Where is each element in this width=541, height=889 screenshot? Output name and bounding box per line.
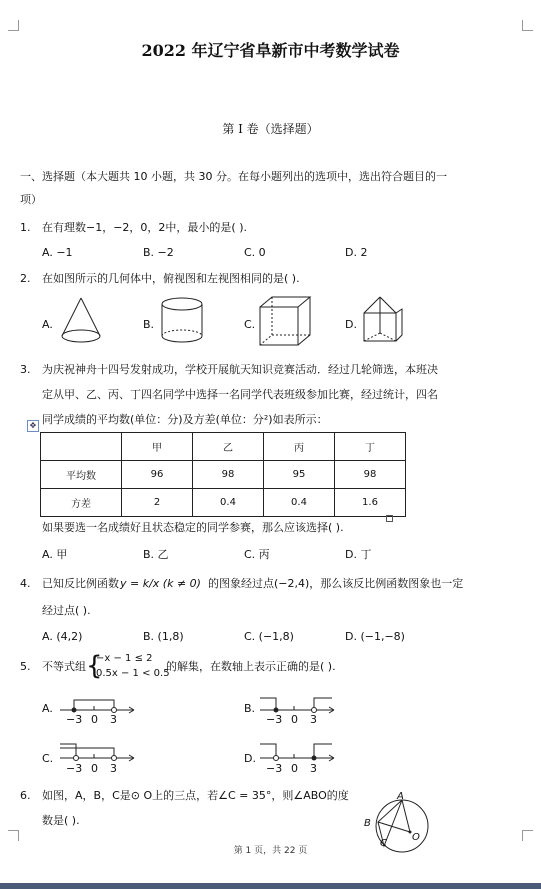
table-cell: 0.4 [264,489,335,517]
q2-text: 在如图所示的几何体中，俯视图和左视图相同的是( ). [42,272,300,285]
q4-line2: 经过点( ). [42,604,91,617]
q3-line2: 定从甲、乙、丙、丁四名同学中选择一名同学代表班级参加比赛，经过统计，四名 [42,388,438,401]
q2-option-d: D. [345,318,357,331]
table-cell: 平均数 [41,461,122,489]
table-header-cell: 乙 [193,433,264,461]
table-row [41,489,406,517]
q3-option-b: B. 乙 [143,548,169,561]
q5-pre: 不等式组 [42,660,86,673]
part-subtitle: 第 I 卷（选择题） [222,122,319,136]
q3-line1: 为庆祝神舟十四号发射成功，学校开展航天知识竞赛活动．经过几轮筛选，本班决 [42,363,438,376]
q1-option-d: D. 2 [345,246,368,259]
table-cell: 95 [264,461,335,489]
q6-number: 6. [20,789,31,802]
q4-option-a: A. (4,2) [42,630,83,643]
q5-number: 5. [20,660,31,673]
q5-option-d: D. [244,752,256,765]
corner-mark-top-left [8,20,19,31]
tick-label: 3 [110,713,117,726]
table-cell: 1.6 [335,489,406,517]
table-cell: 方差 [41,489,122,517]
q2-option-a: A. [42,318,53,331]
q6-line2: 数是( ). [42,814,80,827]
table-resize-handle[interactable] [386,515,393,522]
table-header-cell [41,433,122,461]
section-heading-line1: 一、选择题（本大题共 10 小题，共 30 分。在每小题列出的选项中，选出符合题目的一 [20,170,447,183]
page-footer: 第 1 页，共 22 页 [233,846,308,856]
table-cell: 2 [122,489,193,517]
q1-number: 1. [20,221,31,234]
score-table [40,432,406,517]
q5-ineq1: −x − 1 ≤ 2 [96,653,153,664]
q2-option-b: B. [143,318,155,331]
q4-option-d: D. (−1,−8) [345,630,405,643]
tick-label: −3 [266,713,283,726]
table-header-row [41,433,406,461]
q5-post: 的解集，在数轴上表示正确的是( ). [166,660,336,673]
corner-mark-bottom-left [8,830,19,841]
triangular-prism-figure [360,295,406,347]
table-header-cell: 甲 [122,433,193,461]
q4-line1-post: 的图象经过点(−2,4)，那么该反比例函数图象也一定 [208,577,464,590]
q4-formula: y = k/x (k ≠ 0) [120,577,201,590]
q4-number: 4. [20,577,31,590]
q3-line3: 同学成绩的平均数(单位：分)及方差(单位：分²)如表所示： [42,413,328,426]
q5-brace: { [86,651,103,681]
q3-number: 3. [20,363,31,376]
tick-label: 3 [310,713,317,726]
section-heading-line2: 项） [20,193,42,206]
q2-number: 2. [20,272,31,285]
q1-text: 在有理数−1，−2，0，2中，最小的是( ). [42,221,248,234]
tick-label: 3 [110,762,117,775]
tick-label: 0 [291,762,298,775]
q5-ineq2: 0.5x − 1 < 0.5 [96,668,170,679]
tick-label: 3 [310,762,317,775]
tick-label: −3 [266,762,283,775]
q2-option-c: C. [244,318,256,331]
tick-label: 0 [91,762,98,775]
table-cell: 0.4 [193,489,264,517]
table-cell: 98 [335,461,406,489]
q5-option-c: C. [42,752,54,765]
q3-option-a: A. 甲 [42,548,68,561]
point-label-c: C [380,838,387,849]
exam-title: 2022 年辽宁省阜新市中考数学试卷 [141,41,400,60]
q1-option-c: C. 0 [244,246,266,259]
tick-label: 0 [91,713,98,726]
tick-label: −3 [66,713,83,726]
q3-option-d: D. 丁 [345,548,372,561]
q1-option-a: A. −1 [42,246,73,259]
corner-mark-bottom-right [522,830,533,841]
table-header-cell: 丁 [335,433,406,461]
cube-figure [258,295,312,347]
q3-question: 如果要选一名成绩好且状态稳定的同学参赛，那么应该选择( ). [42,521,344,534]
table-move-handle-icon[interactable]: ✥ [27,420,39,432]
point-label-b: B [364,818,371,829]
table-cell: 98 [193,461,264,489]
q5-option-a: A. [42,702,53,715]
tick-label: 0 [291,713,298,726]
tick-label: −3 [66,762,83,775]
cone-figure [58,296,104,346]
q6-line1: 如图，A，B，C是⊙ O上的三点，若∠C = 35°，则∠ABO的度 [42,789,349,802]
q4-option-b: B. (1,8) [143,630,184,643]
point-label-o: O [412,832,420,843]
table-header-cell: 丙 [264,433,335,461]
table-cell: 96 [122,461,193,489]
q4-line1-pre: 已知反比例函数 [42,577,119,590]
q1-option-b: B. −2 [143,246,174,259]
q3-option-c: C. 丙 [244,548,270,561]
q5-option-b: B. [244,702,256,715]
cylinder-figure [158,296,206,346]
table-row [41,461,406,489]
q4-option-c: C. (−1,8) [244,630,294,643]
corner-mark-top-right [522,20,533,31]
window-bottom-bar [0,883,541,889]
point-label-a: A [397,791,404,802]
